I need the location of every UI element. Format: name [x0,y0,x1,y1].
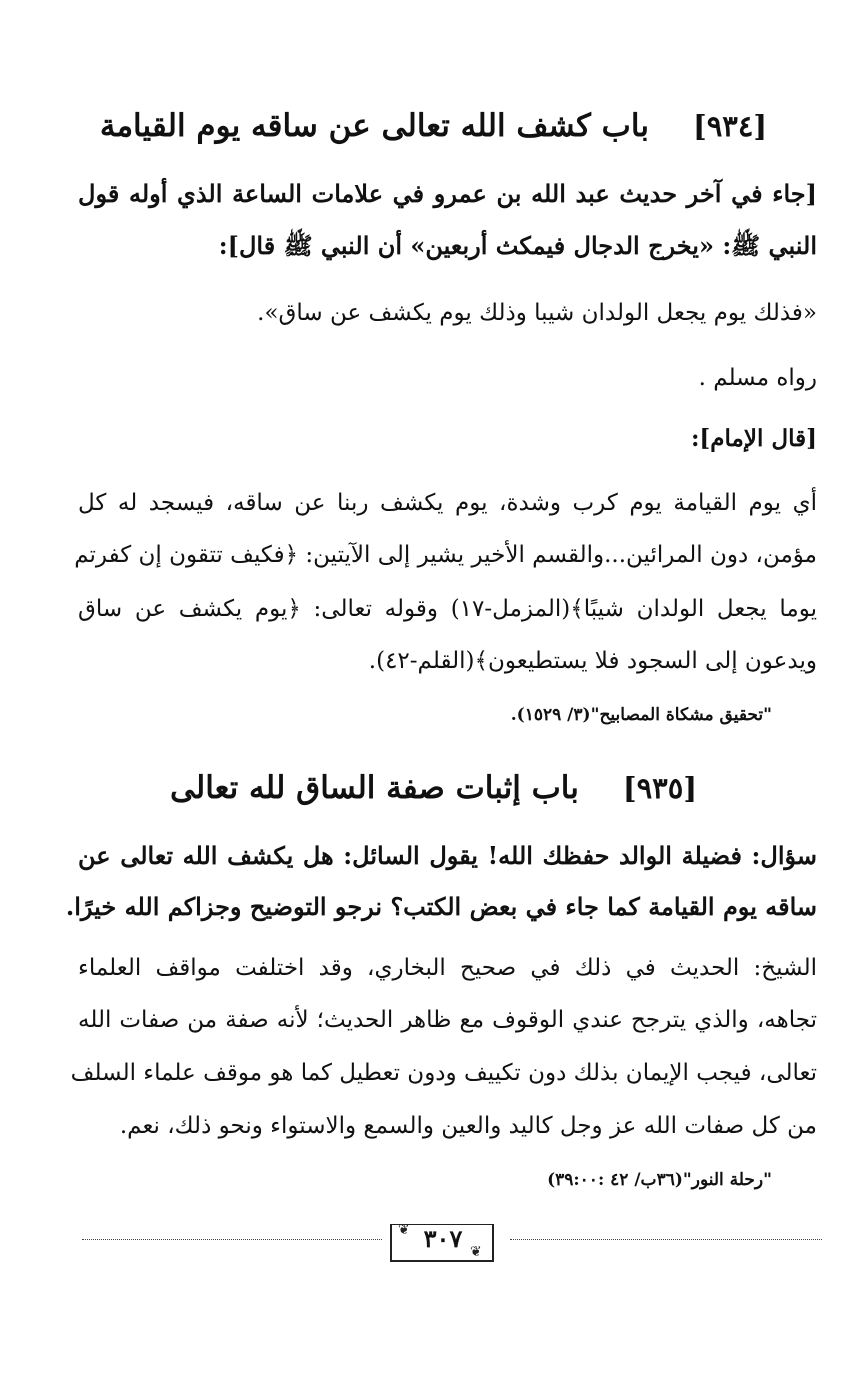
answer-line-3: تعالى، فيجب الإيمان بذلك دون تكييف ودون تعطيل كما هو موقف علماء السلف [70,1060,817,1086]
imam-label: [قال الإمام]: [690,425,817,452]
section-heading-934 [0,108,867,144]
intro-line-1: [جاء في آخر حديث عبد الله بن عمرو في علامات الساعة الذي أوله قول [78,179,817,208]
section-title: باب إثبات صفة الساق لله تعالى [169,770,579,806]
ornament-icon: ❦ [470,1244,482,1260]
intro-line-2: النبي ﷺ: «يخرج الدجال فيمكث أربعين» أن النبي ﷺ قال]: [218,231,817,260]
hadith-text: «فذلك يوم يجعل الولدان شيبا وذلك يوم يكشف عن ساق». [257,300,817,326]
footer-divider-right [510,1239,822,1240]
question-line-2: ساقه يوم القيامة كما جاء في بعض الكتب؟ نرجو التوضيح وجزاكم الله خيرًا. [65,892,817,921]
commentary-line-3: يوما يجعل الولدان شيبًا﴾(المزمل-١٧) وقوله تعالى: ﴿يوم يكشف عن ساق [78,596,817,622]
ornament-icon: ❦ [398,1222,410,1238]
question-line-1: سؤال: فضيلة الوالد حفظك الله! يقول السائل: هل يكشف الله تعالى عن [78,841,817,870]
source-citation: "تحقيق مشكاة المصابيح"(٣/ ١٥٢٩). [510,705,772,725]
answer-line-4: من كل صفات الله عز وجل كاليد والعين والسمع والاستواء ونحو ذلك، نعم. [119,1113,817,1139]
section-number: [٩٣٤] [692,109,768,143]
source-citation: "رحلة النور"(٣٦ب/ ٤٢ :٣٩:٠٠) [547,1170,772,1190]
section-title: باب كشف الله تعالى عن ساقه يوم القيامة [99,108,649,144]
footer-divider-left [82,1239,382,1240]
answer-line-2: تجاهه، والذي يترجح عندي الوقوف مع ظاهر الحديث؛ لأنه صفة من صفات الله [78,1007,817,1033]
commentary-line-2: مؤمن، دون المرائين...والقسم الأخير يشير إلى الآيتين: ﴿فكيف تتقون إن كفرتم [74,542,817,568]
commentary-line-1: أي يوم القيامة يوم كرب وشدة، يوم يكشف ربنا عن ساقه، فيسجد له كل [78,490,817,516]
section-number: [٩٣٥] [622,771,698,805]
narrator-text: رواه مسلم . [698,365,817,391]
page-number: ٣٠٧ [423,1224,463,1253]
section-heading-935 [0,770,867,806]
commentary-line-4: ويدعون إلى السجود فلا يستطيعون﴾(القلم-٤٢). [368,648,817,674]
answer-line-1: الشيخ: الحديث في ذلك في صحيح البخاري، وقد اختلفت مواقف العلماء [78,955,817,981]
